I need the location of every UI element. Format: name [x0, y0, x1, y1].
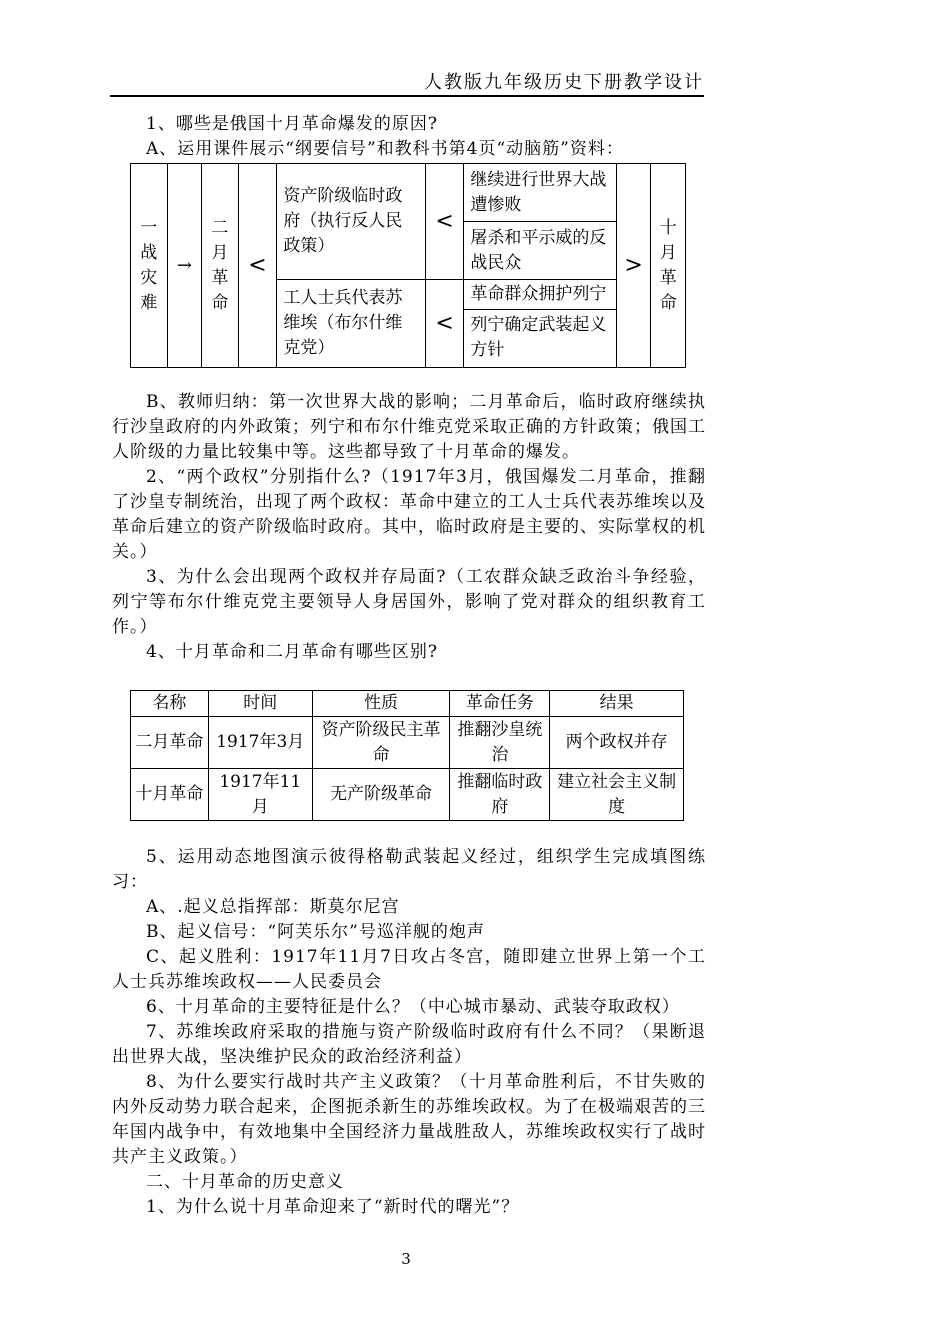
question-6: 6、十月革命的主要特征是什么？（中心城市暴动、武装夺取政权）	[146, 997, 680, 1017]
question-1-b: B、教师归纳：第一次世界大战的影响；二月革命后，临时政府继续执行沙皇政府的内外政策；列宁和布尔什维克党采取正确的方针政策；俄国工人阶级的力量比较集中等。这些都导致了十月革命的爆发。	[112, 392, 706, 462]
table-row	[131, 769, 684, 821]
header-rule	[110, 95, 704, 97]
reason-massacre: 屠杀和平示威的反战民众	[464, 222, 616, 280]
table-cell: 1917年11月	[208, 769, 312, 821]
reason-armed-uprising: 列宁确定武装起义方针	[464, 309, 616, 367]
less-than-sign: <	[238, 164, 277, 368]
page-header: 人教版九年级历史下册教学设计	[424, 72, 704, 93]
table-cell: 两个政权并存	[550, 717, 684, 769]
question-8: 8、为什么要实行战时共产主义政策？（十月革命胜利后，不甘失败的内外反动势力联合起来，企图扼杀新生的苏维埃政权。为了在极端艰苦的三年国内战争中，有效地集中全国经济力量战胜敌人，苏维埃政权实行了战时共产主义政策。）	[112, 1072, 706, 1167]
table-cell: 十月革命	[131, 769, 209, 821]
header-cell: 性质	[312, 691, 450, 717]
question-5-a: A、.起义总指挥部：斯莫尔尼宫	[146, 897, 400, 917]
body-text-2	[112, 390, 706, 665]
header-cell: 革命任务	[450, 691, 550, 717]
causes-flow-table	[130, 163, 686, 368]
col-world-war-disaster: 一 战 灾 难	[131, 164, 168, 368]
revolution-comparison-table	[130, 690, 684, 821]
question-2: 2、“两个政权”分别指什么?（1917年3月，俄国爆发二月革命，推翻了沙皇专制统治，出现了两个政权：革命中建立的工人士兵代表苏维埃以及革命后建立的资产阶级临时政府。其中，临时政府是主要的、实际掌权的机关。）	[112, 467, 706, 562]
table-cell: 推翻临时政府	[450, 769, 550, 821]
provisional-government-cell: 资产阶级临时政府（执行反人民政策）	[277, 164, 425, 280]
table-cell: 建立社会主义制度	[550, 769, 684, 821]
question-5-b: B、起义信号：“阿芙乐尔”号巡洋舰的炮声	[146, 922, 485, 942]
page-number: 3	[401, 1250, 411, 1268]
table-cell: 资产阶级民主革命	[312, 717, 450, 769]
soviet-cell: 工人士兵代表苏维埃（布尔什维克党）	[277, 280, 425, 368]
header-cell: 名称	[131, 691, 209, 717]
question-1: 1、哪些是俄国十月革命爆发的原因?	[146, 114, 438, 134]
question-1-a: A、运用课件展示“纲要信号”和教科书第4页“动脑筋”资料：	[146, 139, 624, 159]
question-3: 3、为什么会出现两个政权并存局面?（工农群众缺乏政治斗争经验，列宁等布尔什维克党主要领导人身居国外，影响了党对群众的组织教育工作。）	[112, 567, 706, 637]
question-5-c: C、起义胜利：1917年11月7日攻占冬宫，随即建立世界上第一个工人士兵苏维埃政权——人民委员会	[112, 947, 706, 992]
greater-than-sign: >	[616, 164, 651, 368]
question-5: 5、运用动态地图演示彼得格勒武装起义经过，组织学生完成填图练习：	[112, 847, 706, 892]
reason-continue-war: 继续进行世界大战遭惨败	[464, 164, 616, 222]
col-october-revolution: 十 月 革 命	[651, 164, 686, 368]
section-2-question-1: 1、为什么说十月革命迎来了“新时代的曙光”？	[146, 1197, 520, 1217]
table-header-row	[131, 691, 684, 717]
section-2-heading: 二、十月革命的历史意义	[146, 1172, 344, 1192]
body-text	[112, 112, 706, 162]
col-february-revolution: 二 月 革 命	[202, 164, 239, 368]
header-cell: 结果	[550, 691, 684, 717]
table-cell: 二月革命	[131, 717, 209, 769]
arrow-right-icon: →	[167, 164, 202, 368]
question-4: 4、十月革命和二月革命有哪些区别?	[146, 642, 438, 662]
table-cell: 推翻沙皇统治	[450, 717, 550, 769]
table-cell: 1917年3月	[208, 717, 312, 769]
table-cell: 无产阶级革命	[312, 769, 450, 821]
less-than-sign-top: <	[425, 164, 464, 280]
question-7: 7、苏维埃政府采取的措施与资产阶级临时政府有什么不同？（果断退出世界大战，坚决维护民众的政治经济利益）	[112, 1022, 706, 1067]
less-than-sign-bottom: <	[425, 280, 464, 368]
reason-support-lenin: 革命群众拥护列宁	[464, 280, 616, 310]
table-row	[131, 717, 684, 769]
body-text-3	[112, 845, 706, 1220]
header-cell: 时间	[208, 691, 312, 717]
